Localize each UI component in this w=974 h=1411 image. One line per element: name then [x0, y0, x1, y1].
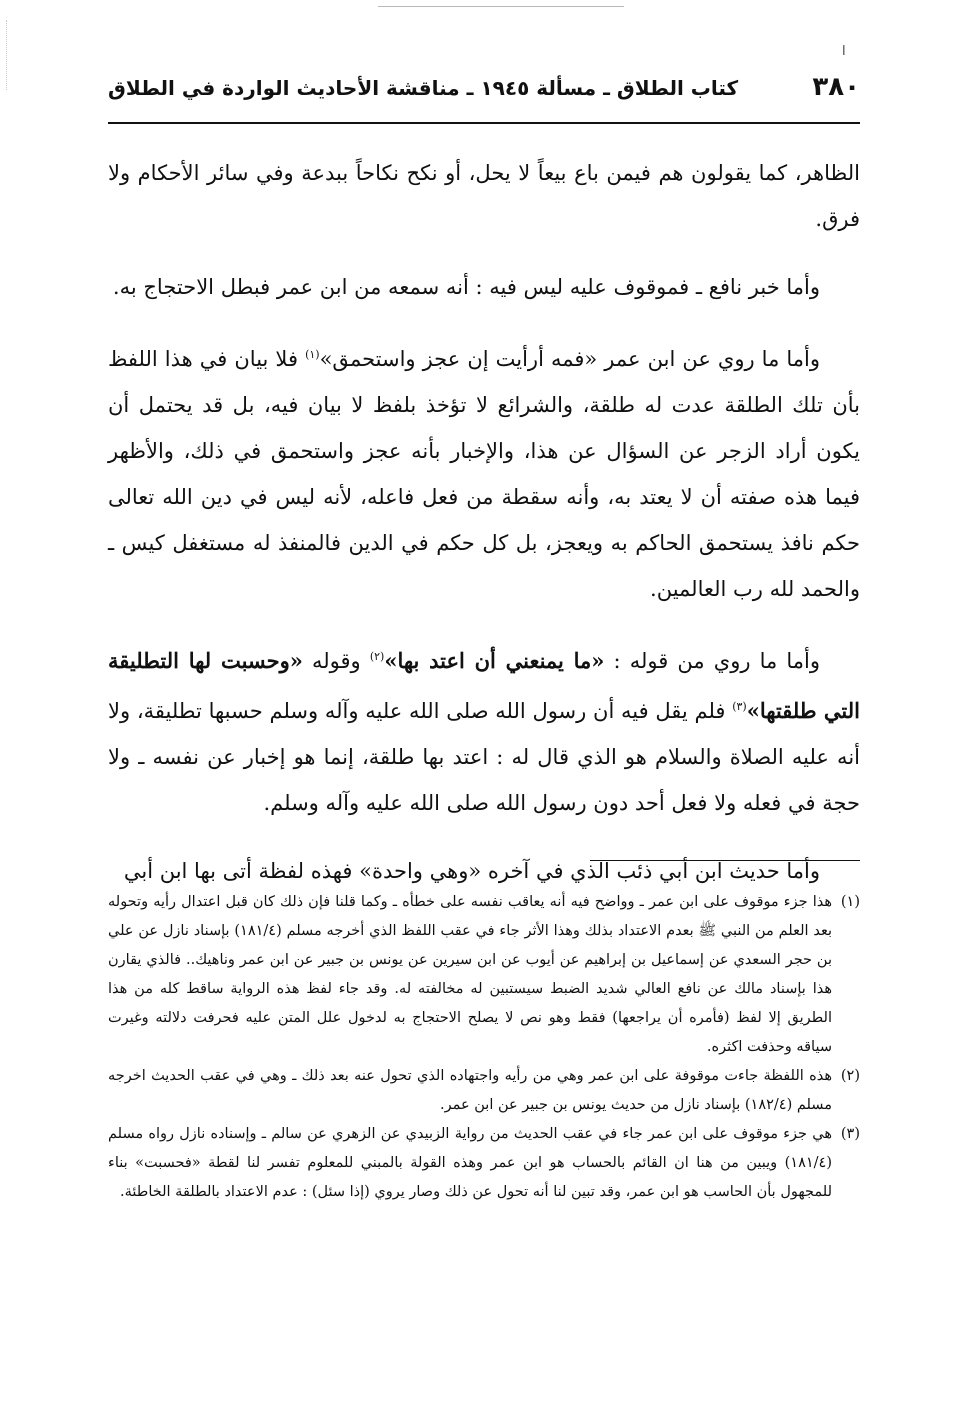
footnote-text: هذه اللفظة جاءت موقوفة على ابن عمر وهي من رأيه واجتهاده الذي تحول عنه بعد ذلك ـ وهي في عقب الحديث اخرجه مسلم (١٨٢/٤) بإسناد نازل من حديث يونس بن جبير عن ابن عمر.: [108, 1068, 832, 1113]
paragraph-1: الظاهر، كما يقولون هم فيمن باع بيعاً لا يحل، أو نكح نكاحاً ببدعة وفي سائر الأحكام ولا فرق.: [108, 161, 860, 231]
paragraph-3: [108, 332, 860, 612]
paragraph-4-intro: وأما ما روي من قوله :: [604, 649, 820, 673]
header-rule: [108, 122, 860, 124]
footnote-number: (٣): [840, 1126, 860, 1142]
footnote-text: هي جزء موقوف على ابن عمر جاء في عقب الحديث من رواية الزبيدي عن الزهري عن سالم ـ وإسناده نازل رواه مسلم (١٨١/٤) ويبين من هنا ان القائم بالحساب هو ابن عمر وهذه القولة بالمبني للمعلوم تفسر لنا لقطة «فحسبت» بناء للمجهول بأن الحاسب هو ابن عمر، وقد تبين لنا أنه تحول عن ذلك وصار يروي (إذا سئل) : عدم الاعتداد بالطلقة الخاطئة.: [108, 1126, 832, 1200]
footnote-ref-1: (١): [305, 348, 320, 361]
page-number: ٣٨٠: [812, 72, 860, 102]
corner-mark: ا: [842, 44, 846, 59]
footnote-2: [108, 1062, 860, 1120]
paragraph-5: وأما حديث ابن أبي ذئب الذي في آخره «وهي واحدة» فهذه لفظة أتى بها ابن أبي: [123, 859, 820, 883]
main-text: [108, 150, 860, 916]
paragraph-3-quote: وأما ما روي عن ابن عمر «فمه أرأيت إن عجز واستحمق»: [319, 347, 820, 371]
paragraph-4-quote-2: «وحسبت لها التطليقة التي طلقتها»: [108, 648, 860, 723]
paragraph-2: وأما خبر نافع ـ فموقوف عليه ليس فيه : أنه سمعه من ابن عمر فبطل الاحتجاج به.: [112, 275, 820, 299]
paragraph-3-text: فلا بيان في هذا اللفظ بأن تلك الطلقة عدت له طلقة، والشرائع لا تؤخذ بلفظ لا بيان فيه، بل قد يحتمل أن يكون أراد الزجر عن السؤال عن هذا، والإخبار بأنه عجز واستحمق في ذلك، والأظهر فيما هذه صفته أن لا يعتد به، وأنه سقطة من فعل فاعله، لأنه ليس في دين الله تعالى حكم نافذ يستحمق الحاكم به ويعجز، بل كل حكم في الدين فالمنفذ له مستغفل كيس ـ والحمد لله رب العالمين.: [108, 347, 860, 601]
footnote-ref-2: (٢): [369, 650, 385, 663]
paragraph-4: [108, 634, 860, 826]
footnote-number: (٢): [840, 1068, 860, 1084]
paragraph-4-quote-1: «ما يمنعني أن اعتد بها»: [384, 648, 605, 673]
footnote-text: هذا جزء موقوف على ابن عمر ـ وواضح فيه أنه يعاقب نفسه على خطأه ـ وكما قلنا فإن ذلك كان قبل اعتدال رأيه وتحوله بعد العلم من النبي ﷺ بعدم الاعتداد بذلك وهذا الأثر جاء في عقب اللفظ الذي أخرجه مسلم (١٨١/٤) بإسناد نازل عن علي بن حجر السعدي عن إسماعيل بن إبراهيم عن أيوب عن ابن سيرين عن يونس بن جبير عن ابن عمر وناهيك.. فالذي يقارن هذا بإسناد مالك عن نافع العالي شديد الضبط سيستبين له مخالفته له. وقد جاء لفظ هذه الرواية ساقط كله من هذا الطريق إلا لفظ (فأمره أن يراجعها) فقط وهو نص لا يصلح الاحتجاج به لدخول علل المتن عليه فحرفت دلالته وغيرت سياقه وحذفت اكثره.: [108, 894, 832, 1055]
scan-top-rule: [378, 6, 624, 7]
footnote-3: [108, 1120, 860, 1207]
footnote-1: [108, 888, 860, 1062]
running-header: [108, 72, 860, 116]
footnote-number: (١): [840, 894, 860, 910]
footnotes: [108, 888, 860, 1207]
paragraph-4-text: فلم يقل فيه أن رسول الله صلى الله عليه وآله وسلم حسبها تطليقة، ولا أنه عليه الصلاة والسلام هو الذي قال له : اعتد بها طلقة، إنما هو إخبار عن نفسه ـ ولا حجة في فعله ولا فعل أحد دون رسول الله صلى الله عليه وآله وسلم.: [108, 699, 860, 815]
footnote-rule: [590, 860, 860, 861]
scan-margin-mark: [6, 20, 7, 90]
running-title: كتاب الطلاق ـ مسألة ١٩٤٥ ـ مناقشة الأحاديث الواردة في الطلاق: [108, 76, 739, 100]
footnote-ref-3: (٣): [732, 700, 747, 713]
paragraph-4-middle: وقوله: [302, 649, 370, 673]
